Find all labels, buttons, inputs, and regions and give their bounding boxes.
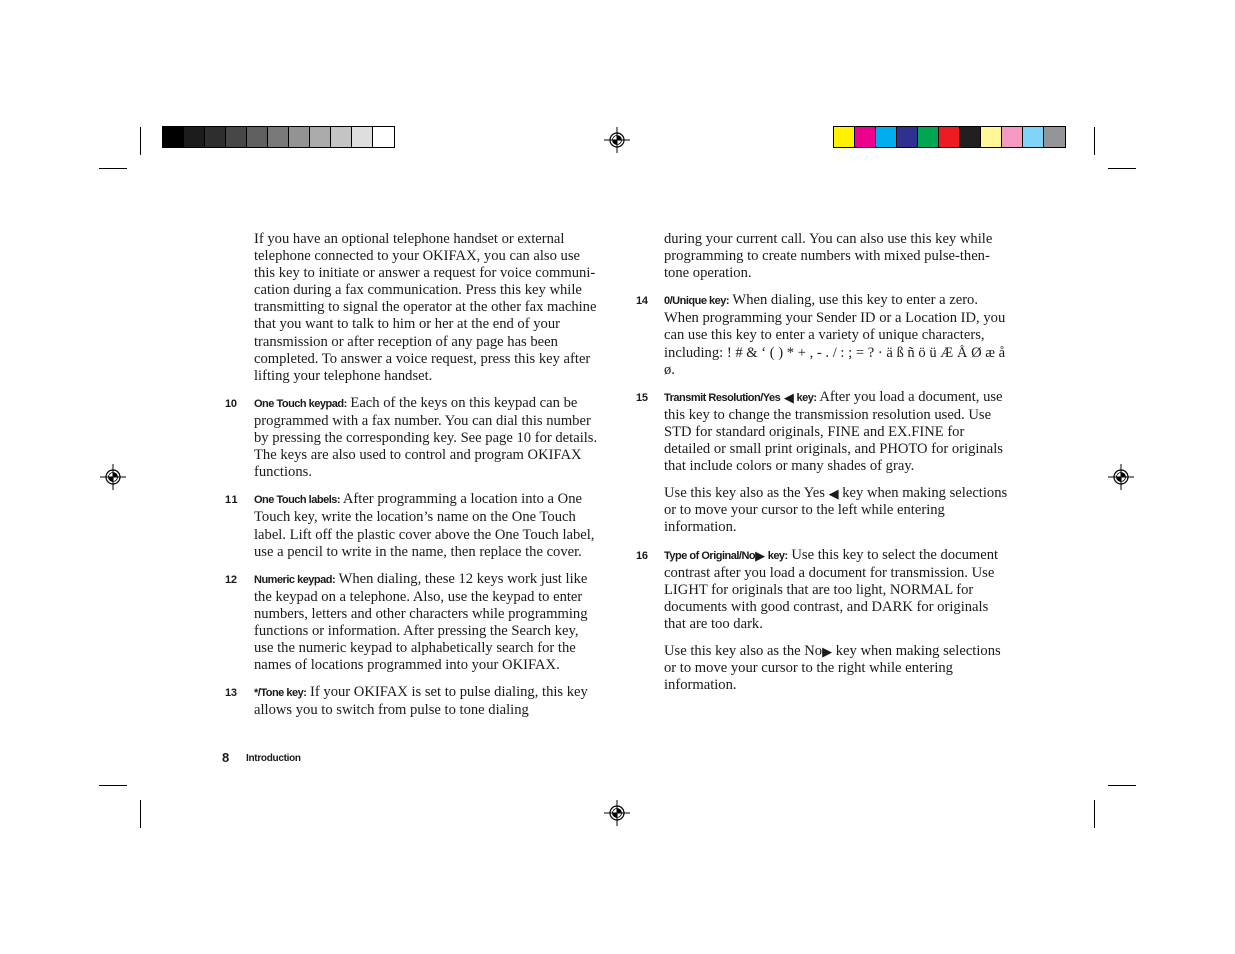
color-swatch: [310, 127, 331, 147]
item-number: 11: [225, 494, 239, 507]
item-text: Use this key to select the document contrast after you load a document for transmission. Use LIGHT for originals that are too light, NORMAL for documents with good contrast, and DARK for originals that are too dark.: [664, 546, 999, 632]
item-key-label-suffix: key:: [793, 391, 817, 404]
color-swatch: [855, 127, 876, 147]
crop-mark: [99, 168, 127, 169]
right-column: [636, 231, 1010, 694]
color-swatch: [373, 127, 394, 147]
item-key-label: One Touch keypad:: [254, 397, 347, 410]
item-10: [225, 394, 599, 481]
item-text: If your OKIFAX is set to pulse dialing, this key allows you to switch from pulse to tone dialing: [254, 684, 588, 719]
item-number: 13: [225, 687, 237, 700]
item-text: Use this key also as the No: [664, 642, 823, 659]
item-number: 15: [636, 391, 648, 404]
item-text: key when making selections or to move your cursor to the right while entering information.: [664, 642, 1001, 694]
color-swatch: [226, 127, 247, 147]
crop-mark: [140, 127, 141, 155]
color-swatch: [289, 127, 310, 147]
color-swatch: [939, 127, 960, 147]
item-number: 14: [636, 295, 648, 308]
section-label: Introduction: [246, 753, 301, 764]
color-swatch: [268, 127, 289, 147]
item-key-label: Type of Original/No: [664, 549, 756, 562]
color-swatch: [960, 127, 981, 147]
item-15-extra: [664, 485, 1010, 536]
item-14: [636, 292, 1010, 378]
crop-mark: [99, 785, 127, 786]
item-15: [636, 388, 1010, 475]
item-text: When dialing, use this key to enter a zero. When programming your Sender ID or a Location ID, you can use this key to enter a variety of unique characters, including: ! # & ‘ ( ) * + , - . / : ; = ? · ä ß ñ ö ü Æ Å Ø æ å ø.: [664, 292, 1006, 378]
item-text: key when making selections or to move your cursor to the left while entering information.: [664, 485, 1008, 536]
crop-mark: [1108, 168, 1136, 169]
item-text: Each of the keys on this keypad can be programmed with a fax number. You can dial this number by pressing the corresponding key. See page 10 for details. The keys are also used to control and program OKIFAX functions.: [254, 394, 598, 481]
color-swatch: [247, 127, 268, 147]
item-12: [225, 570, 599, 675]
color-swatch: [1002, 127, 1023, 147]
item-key-label-suffix: key:: [765, 549, 788, 562]
left-arrow-icon: ◀: [783, 389, 794, 405]
color-swatch: [184, 127, 205, 147]
item-key-label: Numeric keypad:: [254, 573, 336, 586]
color-swatch: [897, 127, 918, 147]
color-swatch: [163, 127, 184, 147]
registration-mark-icon: [604, 127, 630, 153]
item-text: When dialing, these 12 keys work just like the keypad on a telephone. Also, use the keypad to enter numbers, letters and other characters while programming functions or information. After pressing the Search key, use the numeric keypad to alphabetically search for the names of locations programmed into your OKIFAX.: [254, 570, 588, 674]
left-column: [225, 231, 599, 719]
item-13: [225, 684, 599, 719]
color-swatch: [1023, 127, 1044, 147]
crop-mark: [140, 800, 141, 828]
color-swatch: [331, 127, 352, 147]
right-arrow-icon: ▶: [822, 643, 833, 659]
color-swatch: [981, 127, 1002, 147]
color-swatch: [834, 127, 855, 147]
item-text: Use this key also as the Yes: [664, 485, 829, 502]
item-key-label: 0/Unique key:: [664, 295, 730, 308]
registration-mark-icon: [100, 464, 126, 490]
registration-mark-icon: [604, 800, 630, 826]
item-16: [636, 546, 1010, 633]
registration-mark-icon: [1108, 464, 1134, 490]
color-swatch: [918, 127, 939, 147]
right-arrow-icon: ▶: [755, 547, 766, 563]
crop-mark: [1094, 800, 1095, 828]
color-swatch: [876, 127, 897, 147]
page-number: 8: [222, 750, 230, 765]
item-number: 10: [225, 397, 237, 410]
left-arrow-icon: ◀: [828, 486, 839, 502]
item-text: After you load a document, use this key to change the transmission resolution used. Use STD for standard originals, FINE and EX.FINE for detailed or small print originals, and PHOTO for originals that include colors or many shades of gray.: [664, 388, 1003, 475]
item-key-label: One Touch labels:: [254, 494, 341, 507]
gray-color-bar: [162, 126, 395, 148]
color-swatch: [205, 127, 226, 147]
item-number: 16: [636, 549, 648, 562]
item-11: [225, 491, 599, 560]
crop-mark: [1094, 127, 1095, 155]
item-text: After programming a location into a One Touch key, write the location’s name on the One Touch label. Lift off the plastic cover above the One Touch label, use a pencil to write in the name, then replace the cover.: [254, 491, 595, 560]
item-number: 12: [225, 573, 237, 586]
item-16-extra: [664, 643, 1010, 694]
process-color-bar: [833, 126, 1066, 148]
continued-paragraph: during your current call. You can also use this key while programming to create numbers with mixed pulse-then-tone operation.: [664, 231, 993, 282]
item-key-label: Transmit Resolution/Yes: [664, 391, 781, 404]
color-swatch: [1044, 127, 1065, 147]
intro-paragraph: If you have an optional telephone handset or external telephone connected to your OKIFAX, you can also use this key to initiate or answer a request for voice communi-cation during a fax communication. Press this key while transmitting to signal the operator at the other fax machine that you want to talk to him or her at the end of your transmission or after reception of any page has been completed. To answer a voice request, press this key after lifting your telephone handset.: [254, 231, 597, 384]
crop-mark: [1108, 785, 1136, 786]
item-key-label: */Tone key:: [254, 687, 307, 700]
color-swatch: [352, 127, 373, 147]
